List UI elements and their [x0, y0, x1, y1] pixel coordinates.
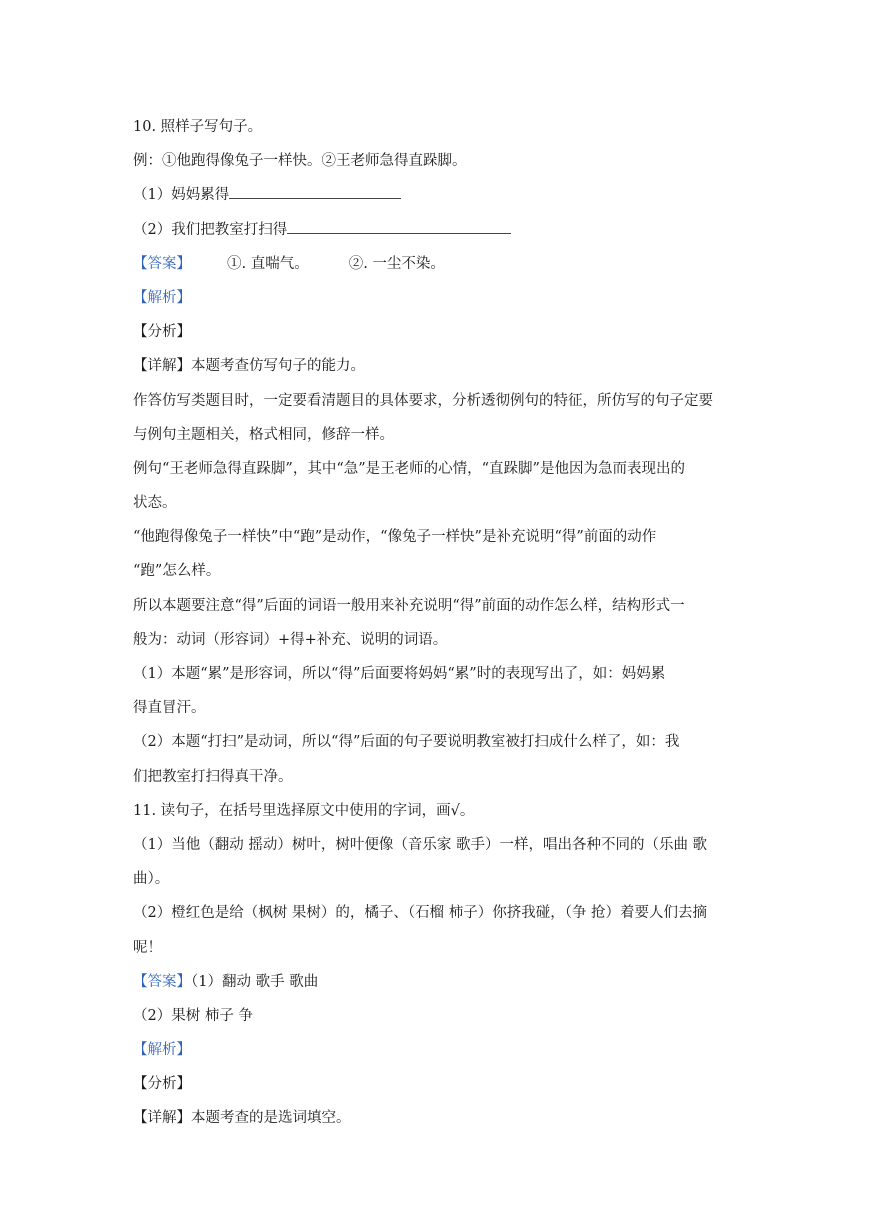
question-11-sentence-1: （1）当他（翻动 摇动）树叶，树叶便像（音乐家 歌手）一样，唱出各种不同的（乐曲 歌 — [133, 836, 708, 853]
question-10-item-1 — [133, 178, 739, 212]
question-10-item-2 — [133, 213, 739, 247]
question-11-answer — [133, 965, 739, 999]
question-10-answer — [133, 247, 739, 281]
question-11-answer-2: （2）果树 柿子 争 — [133, 1007, 253, 1024]
answer-tag: 【答案】 — [133, 973, 191, 990]
answer-line-1: （1）翻动 歌手 歌曲 — [191, 973, 319, 990]
question-10-detail: 【详解】本题考查仿写句子的能力。 — [133, 358, 365, 375]
question-11-sentence-2-cont: 呢！ — [133, 939, 162, 956]
item-1-text: （1）妈妈累得 — [133, 187, 230, 204]
paragraph-line: 们把教室打扫得真干净。 — [133, 768, 293, 785]
answer-tag: 【答案】 — [133, 255, 191, 272]
question-11-sentence-2: （2）橙红色是给（枫树 果树）的，橘子、（石榴 柿子）你挤我碰，（争 抢）着要人们去摘 — [133, 905, 708, 922]
paragraph-line: “他跑得像兔子一样快”中“跑”是动作，“像兔子一样快”是补充说明“得”前面的动作 — [133, 529, 657, 546]
question-11-sentence-1-cont: 曲）。 — [133, 871, 170, 888]
question-10-fenxi: 【分析】 — [133, 324, 191, 341]
question-11-fenxi: 【分析】 — [133, 1076, 191, 1093]
paragraph-line: 般为：动词（形容词）+得+补充、说明的词语。 — [133, 631, 448, 648]
question-10-title: 10. 照样子写句子。 — [133, 119, 263, 135]
paragraph-line: 与例句主题相关，格式相同，修辞一样。 — [133, 426, 394, 443]
paragraph-line: 作答仿写类题目时，一定要看清题目的具体要求，分析透彻例句的特征，所仿写的句子定要 — [133, 392, 713, 409]
answer-part-1: ①. 直喘气。 — [227, 255, 309, 272]
question-10-analysis-tag: 【解析】 — [133, 289, 191, 306]
document-content — [133, 110, 739, 1136]
paragraph-line: （1）本题“累”是形容词，所以“得”后面要将妈妈“累”时的表现写出了，如：妈妈累 — [133, 666, 666, 682]
answer-blank-2 — [287, 217, 511, 234]
answer-blank-1 — [229, 182, 401, 199]
paragraph-line: 例句“王老师急得直跺脚”，其中“急”是王老师的心情，“直跺脚”是他因为急而表现出的 — [133, 460, 685, 477]
item-2-text: （2）我们把教室打扫得 — [133, 221, 288, 238]
question-11-detail: 【详解】本题考查的是选词填空。 — [133, 1110, 351, 1127]
question-11-title: 11. 读句子，在括号里选择原文中使用的字词，画√。 — [133, 802, 475, 819]
answer-part-2: ②. 一尘不染。 — [348, 255, 445, 272]
paragraph-line: 得直冒汗。 — [133, 700, 206, 717]
paragraph-line: “跑”怎么样。 — [133, 563, 221, 580]
question-11-analysis-tag: 【解析】 — [133, 1042, 191, 1059]
paragraph-line: 所以本题要注意“得”后面的词语一般用来补充说明“得”前面的动作怎么样，结构形式一 — [133, 597, 685, 614]
question-10-example: 例：①他跑得像兔子一样快。②王老师急得直跺脚。 — [133, 153, 467, 170]
paragraph-line: （2）本题“打扫”是动词，所以“得”后面的句子要说明教室被打扫成什么样了，如：我 — [133, 734, 680, 751]
paragraph-line: 状态。 — [133, 495, 177, 512]
